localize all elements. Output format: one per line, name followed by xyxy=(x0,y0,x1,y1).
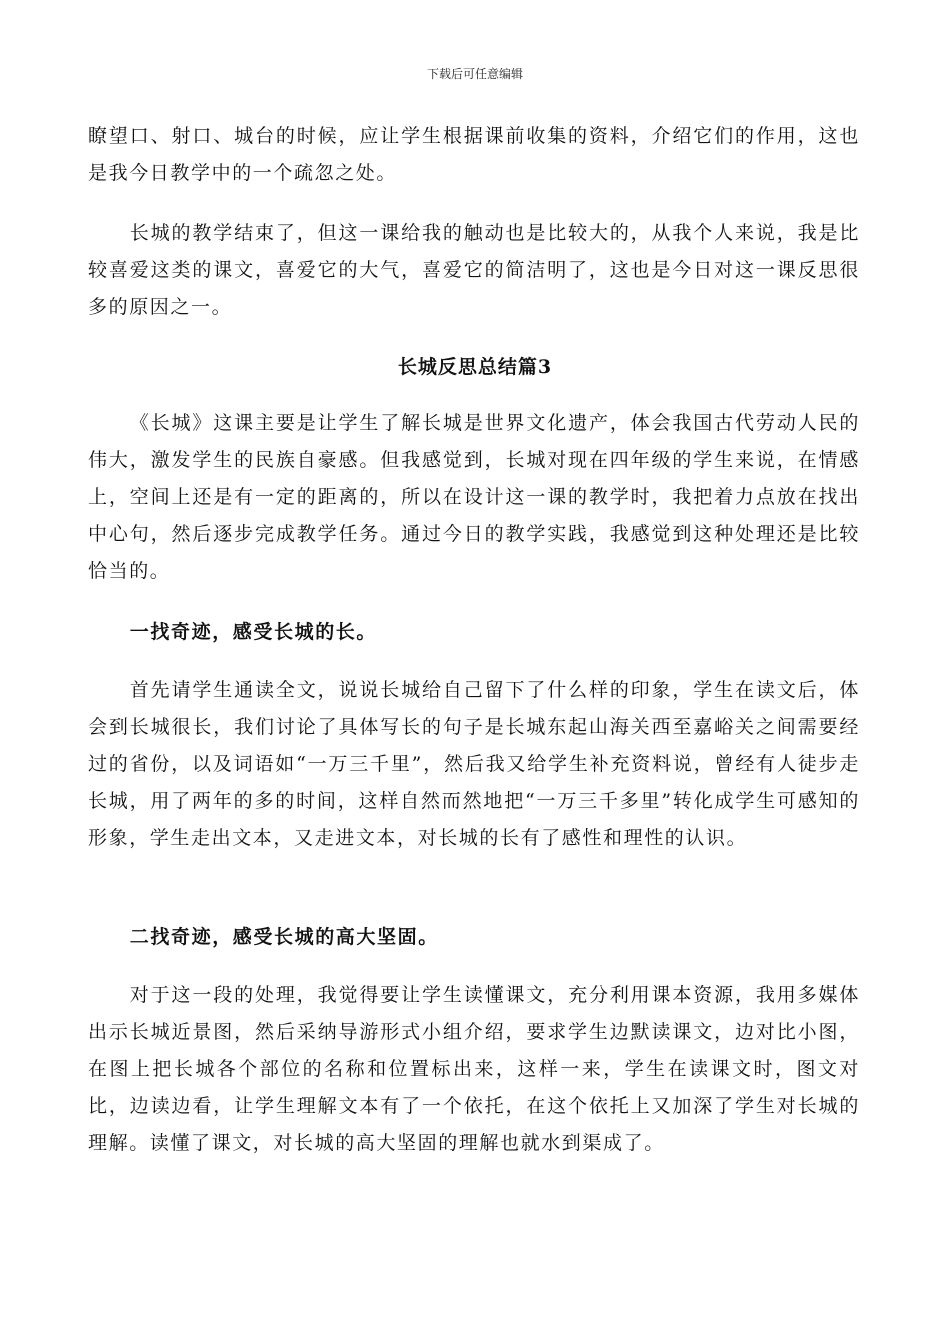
paragraph-intro: 《长城》这课主要是让学生了解长城是世界文化遗产，体会我国古代劳动人民的伟大，激发学生的民族自豪感。但我感觉到，长城对现在四年级的学生来说，在情感上，空间上还是有一定的距离的，所以在设计这一课的教学时，我把着力点放在找出中心句，然后逐步完成教学任务。通过今日的教学实践，我感觉到这种处理还是比较恰当的。 xyxy=(88,412,860,582)
paragraph-reflection: 长城的教学结束了，但这一课给我的触动也是比较大的，从我个人来说，我是比较喜爱这类的课文，喜爱它的大气，喜爱它的简洁明了，这也是今日对这一课反思很多的原因之一。 xyxy=(88,222,860,318)
subheading-length: 一找奇迹，感受长城的长。 xyxy=(129,621,377,643)
subheading-height: 二找奇迹，感受长城的高大坚固。 xyxy=(129,926,439,948)
paragraph-height: 对于这一段的处理，我觉得要让学生读懂课文，充分利用课本资源，我用多媒体出示长城近景图，然后采纳导游形式小组介绍，要求学生边默读课文，边对比小图，在图上把长城各个部位的名称和位置标出来，这样一来，学生在读课文时，图文对比，边读边看，让学生理解文本有了一个依托，在这个依托上又加深了学生对长城的理解。读懂了课文，对长城的高大坚固的理解也就水到渠成了。 xyxy=(88,984,860,1154)
page-header: 下载后可任意编辑 xyxy=(426,67,523,81)
paragraph-continuation: 瞭望口、射口、城台的时候，应让学生根据课前收集的资料，介绍它们的作用，这也是我今日教学中的一个疏忽之处。 xyxy=(88,125,860,184)
section-title: 长城反思总结篇3 xyxy=(397,356,553,378)
paragraph-length: 首先请学生通读全文，说说长城给自己留下了什么样的印象，学生在读文后，体会到长城很长，我们讨论了具体写长的句子是长城东起山海关西至嘉峪关之间需要经过的省份，以及词语如“一万三千里”，然后我又给学生补充资料说，曾经有人徒步走长城，用了两年的多的时间，这样自然而然地把“一万三千多里”转化成学生可感知的形象，学生走出文本，又走进文本，对长城的长有了感性和理性的认识。 xyxy=(88,679,860,849)
